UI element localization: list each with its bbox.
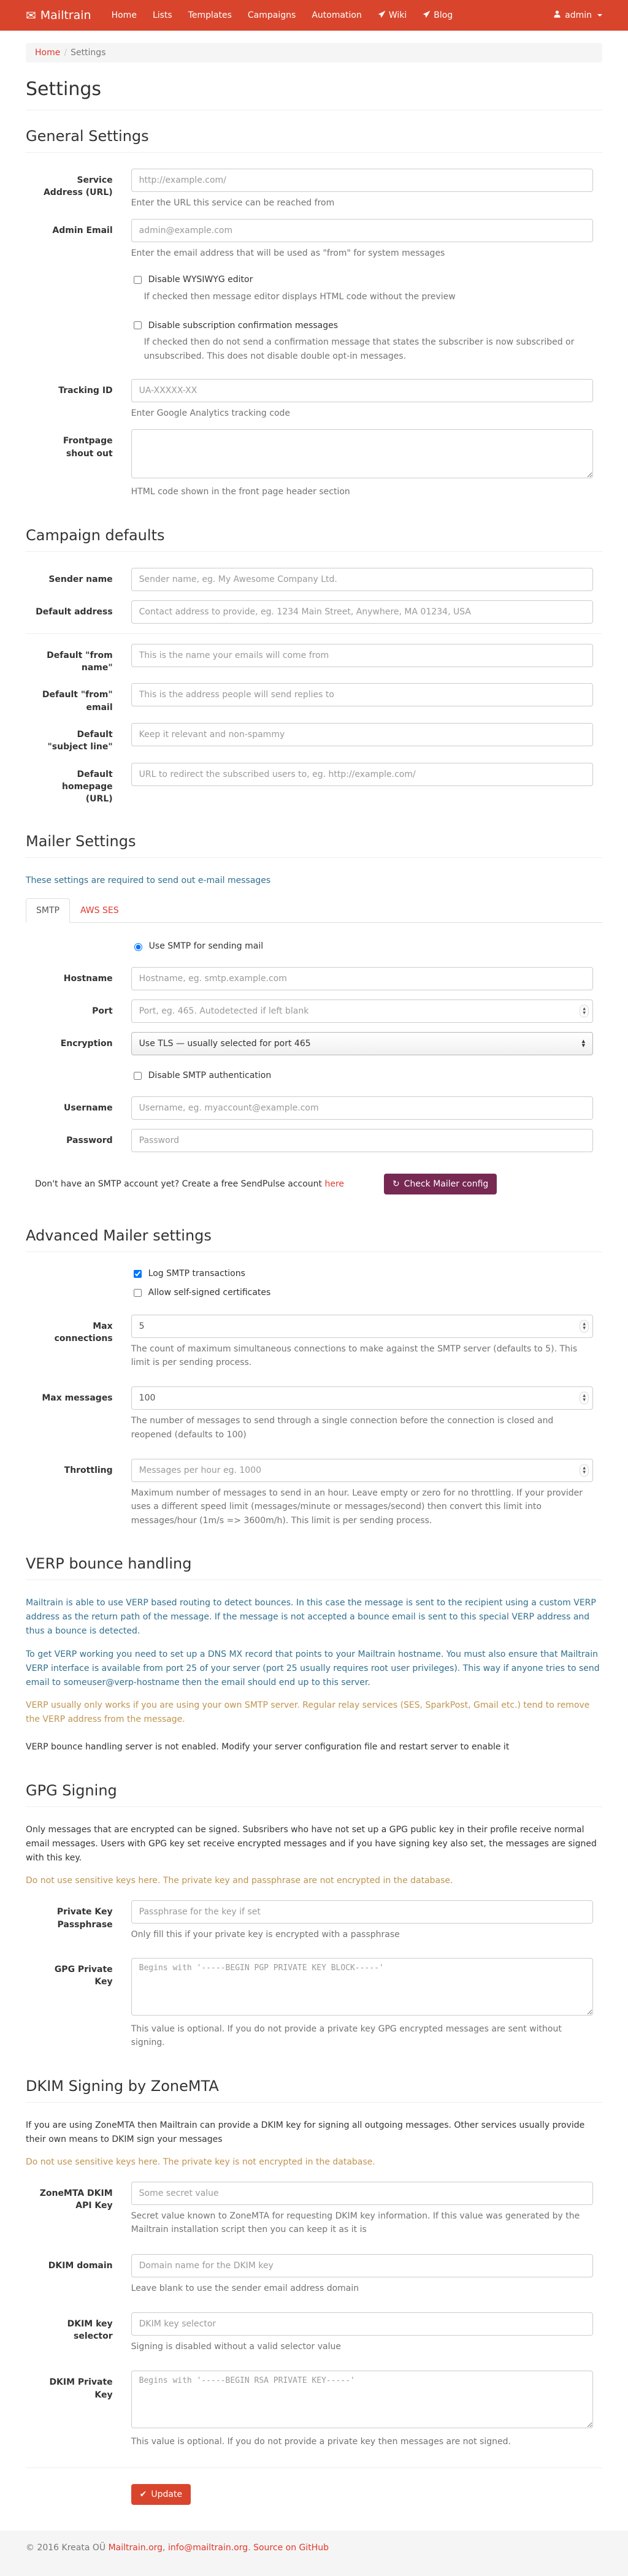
user-icon [553, 10, 561, 21]
password-label: Password [66, 1135, 113, 1145]
port-label: Port [92, 1006, 113, 1016]
log-smtp-checkbox[interactable]: Log SMTP transactions [131, 1268, 593, 1280]
envelope-logo-icon: ✉ [26, 8, 36, 23]
breadcrumb-home-link[interactable]: Home [35, 48, 61, 58]
divider [26, 551, 602, 552]
max-messages-help: The number of messages to send through a single connection before the connection is closed and reopened (defaults to 100) [131, 1416, 554, 1440]
breadcrumb [26, 43, 602, 63]
frontpage-shoutout-label: Frontpage shout out [63, 436, 113, 459]
mailer-tabs [26, 898, 602, 923]
default-from-name-input[interactable] [131, 644, 593, 667]
encryption-select[interactable] [131, 1032, 593, 1055]
zonemta-dkim-api-key-input[interactable] [131, 2182, 593, 2205]
zonemta-dkim-api-key-label: ZoneMTA DKIM API Key [39, 2188, 113, 2211]
encryption-selected-value: Use TLS — usually selected for port 465 [139, 1038, 311, 1049]
dkim-intro: If you are using ZoneMTA then Mailtrain can provide a DKIM key for signing all outgoing messages. Other services usually provide their own means to DKIM sign your messages [26, 2120, 585, 2144]
brand-link[interactable] [26, 9, 91, 22]
chevron-down-icon [597, 14, 602, 17]
mailer-intro-text: These settings are required to send out e-mail messages [26, 876, 271, 886]
footer-email-link[interactable]: info@mailtrain.org [167, 2542, 248, 2553]
user-label: admin [565, 10, 592, 20]
password-input[interactable] [131, 1129, 593, 1152]
service-address-input[interactable] [131, 169, 593, 192]
disable-confirmations-checkbox[interactable]: Disable subscription confirmation messages [131, 319, 593, 331]
verp-info-2: To get VERP working you need to set up a DNS MX record that points to your Mailtrain hostname. You must also ensure that Mailtrain VERP interface is available from port 25 of your server (port 25 usually requires root user privileges). This way if anyone tries to send email to someuser@verp-hostname then the email should end up to this server. [26, 1649, 600, 1687]
nav-menu [104, 0, 461, 31]
default-homepage-input[interactable] [131, 763, 593, 786]
user-menu[interactable] [553, 10, 602, 21]
divider [26, 633, 602, 634]
nav-item-automation[interactable]: Automation [312, 10, 362, 20]
copyright-text: © 2016 Kreata OÜ [26, 2542, 106, 2553]
max-connections-label: Max connections [54, 1321, 113, 1343]
default-subject-line-label: Default "subject line" [47, 729, 113, 752]
sendpulse-text: Don't have an SMTP account yet? Create a free SendPulse account here [35, 1179, 345, 1189]
admin-email-label: Admin Email [52, 226, 113, 236]
dkim-warning: Do not use sensitive keys here. The private key is not encrypted in the database. [26, 2157, 375, 2167]
service-address-label: Service Address (URL) [43, 175, 113, 198]
disable-wysiwyg-checkbox[interactable]: Disable WYSIWYG editor [131, 274, 593, 286]
breadcrumb-separator: / [64, 48, 67, 58]
mailer-settings-heading: Mailer Settings [26, 833, 136, 850]
dkim-domain-label: DKIM domain [48, 2260, 113, 2271]
nav-item-templates[interactable]: Templates [188, 10, 232, 20]
disable-confirmations-checkbox-input[interactable] [134, 321, 142, 329]
dkim-private-key-textarea[interactable] [131, 2371, 593, 2428]
throttling-help: Maximum number of messages to send in an hour. Leave empty or zero for no throttling. If your provider uses a different speed limit (messages/minute or messages/second) then convert this limit into messages/hour (1m/s => 3600m/h). This limit is per sending process. [131, 1488, 583, 1526]
dkim-private-key-help: This value is optional. If you do not provide a private key then messages are not signed. [131, 2437, 511, 2447]
self-signed-checkbox-input[interactable] [134, 1289, 142, 1297]
throttling-label: Throttling [64, 1466, 113, 1476]
dkim-key-selector-input[interactable] [131, 2312, 593, 2336]
sender-name-label: Sender name [48, 574, 113, 584]
tab-aws-ses[interactable]: AWS SES [80, 905, 119, 915]
username-input[interactable] [131, 1096, 593, 1120]
frontpage-shoutout-textarea[interactable] [131, 429, 593, 478]
nav-item-lists[interactable]: Lists [152, 10, 172, 20]
hostname-label: Hostname [63, 973, 113, 984]
zonemta-dkim-api-key-help: Secret value known to ZoneMTA for requesting DKIM key information. If this value was generated by the Mailtrain installation script then you can keep it as it is [131, 2211, 580, 2235]
breadcrumb-current: Settings [71, 48, 106, 58]
port-input[interactable] [131, 999, 593, 1023]
verp-heading: VERP bounce handling [26, 1555, 192, 1573]
private-key-passphrase-help: Only fill this if your private key is encrypted with a passphrase [131, 1930, 400, 1940]
username-label: Username [64, 1103, 113, 1113]
dkim-key-selector-label: DKIM key selector [67, 2319, 113, 2342]
disable-smtp-auth-checkbox-input[interactable] [134, 1072, 142, 1080]
throttling-input[interactable] [131, 1459, 593, 1482]
default-address-input[interactable] [131, 600, 593, 624]
private-key-passphrase-input[interactable] [131, 1900, 593, 1924]
number-stepper[interactable]: ▲ ▼ [580, 1320, 589, 1332]
gpg-intro: Only messages that are encrypted can be signed. Subsribers who have not set up a GPG public key in their profile receive normal email messages. Users with GPG key set receive encrypted messages and if you have signing key also set, the messages are signed with this key. [26, 1825, 597, 1863]
tab-smtp[interactable]: SMTP [26, 898, 70, 923]
number-stepper[interactable]: ▲ ▼ [580, 1392, 589, 1405]
footer [0, 2531, 628, 2576]
nav-item-home[interactable]: Home [111, 10, 137, 20]
mailtrain-org-link[interactable]: Mailtrain.org [108, 2542, 163, 2553]
disable-wysiwyg-help: If checked then message editor displays HTML code without the preview [144, 291, 456, 302]
divider [26, 152, 602, 153]
navbar [0, 0, 628, 31]
disable-smtp-auth-checkbox[interactable]: Disable SMTP authentication [131, 1070, 593, 1082]
brand-label: Mailtrain [40, 9, 91, 22]
gpg-heading: GPG Signing [26, 1782, 117, 1800]
encryption-label: Encryption [60, 1038, 113, 1049]
use-smtp-radio[interactable]: Use SMTP for sending mail [131, 941, 593, 951]
admin-email-input[interactable] [131, 219, 593, 242]
default-from-email-label: Default "from" email [42, 690, 113, 713]
gpg-private-key-label: GPG Private Key [54, 1964, 113, 1987]
log-smtp-checkbox-input[interactable] [134, 1270, 142, 1278]
update-button[interactable]: ✔ Update [131, 2484, 191, 2505]
verp-warning: VERP usually only works if you are using your own SMTP server. Regular relay services (SES, SparkPost, Gmail etc.) tend to remove the VERP address from the message. [26, 1700, 590, 1724]
self-signed-checkbox[interactable]: Allow self-signed certificates [131, 1287, 593, 1299]
nav-item-campaigns[interactable]: Campaigns [247, 10, 296, 20]
default-from-name-label: Default "from name" [47, 650, 113, 673]
default-from-email-input[interactable] [131, 683, 593, 706]
tracking-id-label: Tracking ID [58, 385, 113, 396]
max-connections-help: The count of maximum simultaneous connections to make against the SMTP server (defaults to 5). This limit is per sending process. [131, 1343, 578, 1367]
page-title: Settings [26, 78, 102, 100]
verp-info-1: Mailtrain is able to use VERP based routing to detect bounces. In this case the message is sent to the recipient using a custom VERP address as the return path of the message. If the message is not accepted a bounce email is sent to this special VERP address and thus a bounce is detected. [26, 1598, 596, 1637]
divider [26, 857, 602, 858]
campaign-defaults-heading: Campaign defaults [26, 526, 165, 544]
smtp-tab-panel [26, 923, 602, 1199]
verp-status: VERP bounce handling server is not enabled. Modify your server configuration file and restart server to enable it [26, 1741, 510, 1752]
divider [26, 2467, 602, 2468]
default-address-label: Default address [36, 606, 113, 617]
nav-item-wiki[interactable]: Wiki [370, 0, 415, 31]
general-settings-heading: General Settings [26, 128, 149, 145]
paper-plane-icon [378, 10, 386, 21]
number-stepper[interactable]: ▲ ▼ [580, 1464, 589, 1477]
disable-wysiwyg-checkbox-input[interactable] [134, 276, 142, 284]
frontpage-shoutout-help: HTML code shown in the front page header section [131, 487, 350, 497]
use-smtp-radio-input[interactable] [134, 943, 142, 951]
source-github-link[interactable]: Source on GitHub [253, 2542, 329, 2553]
hostname-input[interactable] [131, 967, 593, 990]
select-arrows-icon: ▲ ▼ [581, 1039, 585, 1048]
nav-item-blog[interactable]: Blog [415, 0, 461, 31]
default-homepage-label: Default homepage (URL) [62, 769, 113, 805]
tracking-id-help: Enter Google Analytics tracking code [131, 408, 291, 418]
dkim-domain-input[interactable] [131, 2254, 593, 2277]
paper-plane-icon [423, 10, 431, 21]
dkim-private-key-label: DKIM Private Key [49, 2377, 113, 2400]
max-connections-input[interactable] [131, 1315, 593, 1338]
divider [26, 2102, 602, 2103]
check-mailer-config-button[interactable]: ↻ Check Mailer config [384, 1174, 497, 1194]
number-stepper[interactable]: ▲ ▼ [580, 1004, 589, 1017]
advanced-mailer-heading: Advanced Mailer settings [26, 1226, 212, 1244]
check-icon: ✔ [139, 2489, 147, 2499]
divider [26, 1806, 602, 1807]
disable-confirmations-help: If checked then do not send a confirmation message that states the subscriber is now subscribed or unsubscribed. This does not disable double opt-in messages. [144, 337, 575, 361]
gpg-warning: Do not use sensitive keys here. The private key and passphrase are not encrypted in the database. [26, 1876, 453, 1886]
service-address-help: Enter the URL this service can be reached from [131, 198, 335, 208]
dkim-heading: DKIM Signing by ZoneMTA [26, 2077, 219, 2095]
refresh-icon: ↻ [392, 1179, 400, 1189]
private-key-passphrase-label: Private Key Passphrase [56, 1907, 113, 1930]
tracking-id-input[interactable] [131, 379, 593, 402]
gpg-private-key-help: This value is optional. If you do not provide a private key GPG encrypted messages are sent without signing. [131, 2024, 562, 2048]
sender-name-input[interactable] [131, 568, 593, 591]
default-subject-line-input[interactable] [131, 723, 593, 746]
admin-email-help: Enter the email address that will be used as "from" for system messages [131, 248, 445, 259]
gpg-private-key-textarea[interactable] [131, 1958, 593, 2016]
dkim-domain-help: Leave blank to use the sender email address domain [131, 2283, 359, 2293]
dkim-key-selector-help: Signing is disabled without a valid selector value [131, 2342, 341, 2352]
max-messages-input[interactable] [131, 1386, 593, 1410]
footer-text: © 2016 Kreata OÜ Mailtrain.org, info@mailtrain.org. Source on GitHub [26, 2542, 329, 2553]
sendpulse-here-link[interactable]: here [324, 1179, 345, 1189]
max-messages-label: Max messages [42, 1393, 113, 1404]
